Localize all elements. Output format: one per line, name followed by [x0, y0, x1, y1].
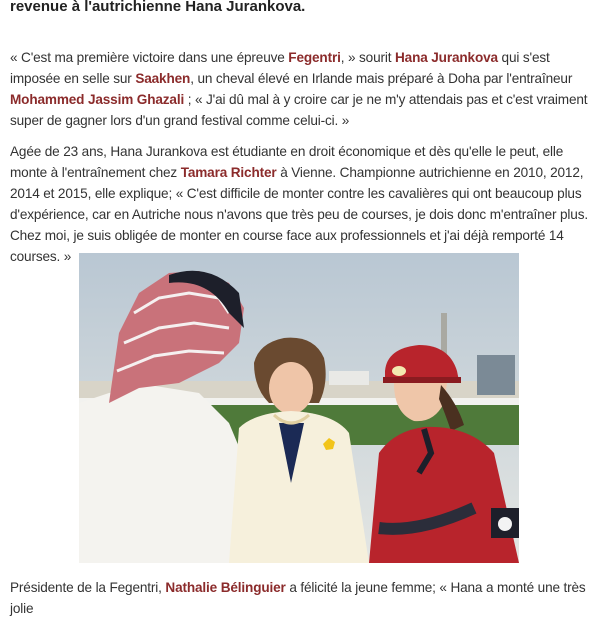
- photo-illustration: [79, 253, 519, 563]
- name-hana-jurankova: Hana Jurankova: [395, 50, 498, 65]
- paragraph-biography: Agée de 23 ans, Hana Jurankova est étudiante en droit économique et dès qu'elle le peut, elle monte à l'entraînement chez Tamara Richter à Vienne. Championne autrichienne en 2010, 2012, 2014 et 2015, elle explique; « C'est difficile de monter contre les cavalières qui ont beaucoup plus d'expérience, car en Autriche nous n'avons que très peu de courses, je dois donc m'entraîner plus. Chez moi, je suis obligée de monter en course face aux professionnels et j'ai déjà remporté 14 courses. »: [10, 144, 588, 264]
- name-tamara-richter: Tamara Richter: [180, 165, 277, 180]
- name-mohammed-jassim-ghazali: Mohammed Jassim Ghazali: [10, 92, 185, 107]
- paragraph-president-quote: Présidente de la Fegentri, Nathalie Bélinguier a félicité la jeune femme; « Hana a monté une très jolie: [10, 580, 586, 616]
- article-intro-tail: revenue à l'autrichienne Hana Jurankova.: [10, 0, 306, 15]
- name-nathalie-belinguier: Nathalie Bélinguier: [165, 580, 286, 595]
- article-photo: [79, 253, 519, 563]
- name-saakhen: Saakhen: [135, 71, 191, 86]
- name-fegentri: Fegentri: [288, 50, 341, 65]
- paragraph-quote-victory: « C'est ma première victoire dans une épreuve Fegentri, » sourit Hana Jurankova qui s'est imposée en selle sur Saakhen, un cheval élevé en Irlande mais préparé à Doha par l'entraîneur Mohammed Jassim Ghazali ; « J'ai dû mal à y croire car je ne m'y attendais pas et c'est vraiment super de gagner lors d'un grand festival comme celui-ci. »: [10, 50, 588, 128]
